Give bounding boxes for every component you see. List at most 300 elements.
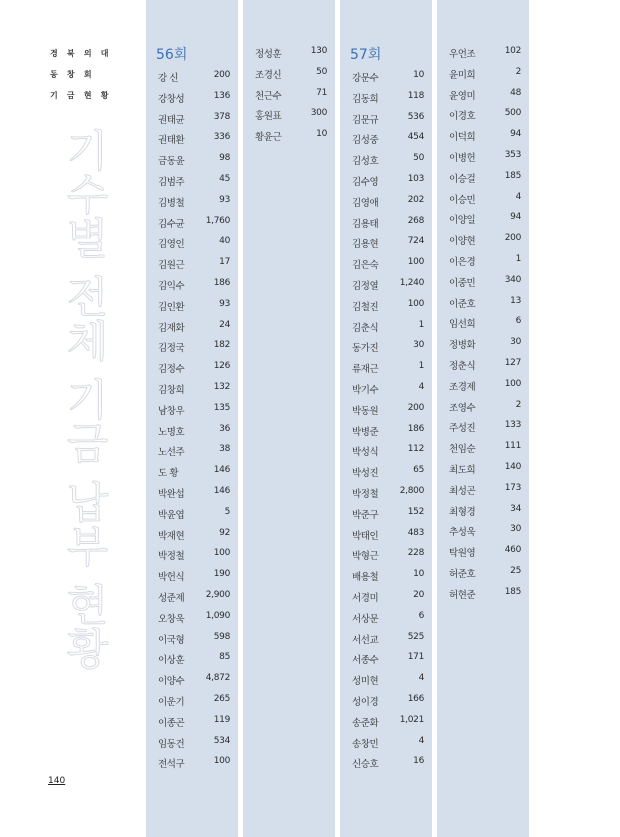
contribution-amount: 71 [316,87,327,98]
member-name: 김창희 [158,384,185,396]
list-item [437,230,529,251]
list-item [437,501,529,522]
contribution-amount: 127 [504,357,521,368]
list-item [146,337,238,358]
list-item [340,233,432,254]
contribution-amount: 1 [418,319,424,330]
member-name: 추성욱 [449,527,476,539]
list-item [437,563,529,584]
member-name: 서선교 [352,634,379,646]
list-item [146,88,238,109]
contribution-amount: 132 [213,381,230,392]
member-name: 김문규 [352,114,379,126]
contribution-amount: 6 [418,610,424,621]
list-item [340,171,432,192]
contribution-amount: 228 [407,548,424,559]
contribution-amount: 30 [413,340,424,351]
list-item [243,64,335,85]
contribution-amount: 10 [413,70,424,80]
list-item [437,480,529,501]
member-name: 김성호 [352,156,379,168]
contribution-amount: 30 [510,524,521,535]
contribution-amount: 1 [515,253,521,264]
list-item [340,733,432,754]
member-name: 강 신 [158,73,179,84]
list-item [437,459,529,480]
member-name: 이승걸 [449,173,476,185]
contribution-amount: 1,021 [399,714,424,725]
contribution-amount: 100 [407,298,424,309]
member-name: 김수균 [158,218,185,230]
contribution-amount: 100 [407,257,424,268]
member-name: 서경미 [352,592,379,604]
member-name: 김정수 [158,364,185,376]
list-item [340,566,432,587]
member-name: 정성훈 [255,49,282,60]
contribution-amount: 534 [213,735,230,746]
member-name: 성미현 [352,676,379,688]
contribution-amount: 200 [407,402,424,413]
contribution-amount: 135 [213,402,230,413]
list-item [146,150,238,171]
name-list [243,43,335,147]
list-item [340,462,432,483]
contribution-amount: 185 [504,586,521,597]
member-name: 정병화 [449,340,476,352]
member-name: 김성중 [352,135,379,147]
contribution-amount: 118 [407,90,424,101]
member-name: 박헌식 [158,572,185,584]
list-item [146,753,238,774]
contribution-amount: 94 [510,212,521,223]
contribution-amount: 598 [213,631,230,642]
member-name: 박재현 [158,530,185,542]
contribution-amount: 13 [510,295,521,306]
contribution-amount: 10 [316,129,327,140]
list-item [340,129,432,150]
member-name: 강창성 [158,93,185,105]
contribution-amount: 525 [407,631,424,642]
contribution-amount: 200 [213,70,230,80]
list-item [340,379,432,400]
member-name: 황윤근 [255,132,282,144]
list-item [437,438,529,459]
contribution-amount: 536 [407,111,424,122]
name-list [437,43,529,605]
contribution-amount: 85 [219,652,230,663]
member-name: 이운기 [158,696,185,708]
contribution-amount: 130 [310,46,327,56]
list-item [146,358,238,379]
member-name: 천근수 [255,90,282,102]
contribution-amount: 268 [407,215,424,226]
list-item [146,421,238,442]
list-item [437,355,529,376]
list-item [340,691,432,712]
contribution-amount: 171 [407,652,424,663]
list-item [340,358,432,379]
list-item [146,441,238,462]
contribution-amount: 190 [213,569,230,580]
member-name: 남창우 [158,405,185,417]
contribution-amount: 454 [407,132,424,143]
list-item [340,275,432,296]
contribution-amount: 1,240 [399,277,424,288]
contribution-amount: 4,872 [205,673,230,684]
member-name: 김원근 [158,260,185,272]
contribution-amount: 4 [418,381,424,392]
member-name: 주성진 [449,423,476,435]
contribution-amount: 460 [504,545,521,556]
list-item [437,105,529,126]
contribution-amount: 112 [407,444,424,455]
contribution-amount: 93 [219,194,230,205]
contribution-amount: 340 [504,274,521,285]
list-item [437,272,529,293]
contribution-amount: 2 [515,399,521,410]
contribution-amount: 36 [219,423,230,434]
list-item [340,192,432,213]
contribution-amount: 500 [504,108,521,119]
list-item [437,251,529,272]
member-name: 송창민 [352,738,379,750]
member-name: 최성곤 [449,485,476,497]
contribution-amount: 34 [510,503,521,514]
member-name: 김범주 [158,176,185,188]
list-item [146,608,238,629]
member-name: 김영인 [158,239,185,251]
contribution-amount: 93 [219,298,230,309]
list-item [243,43,335,64]
member-name: 박형근 [352,551,379,563]
contribution-amount: 45 [219,173,230,184]
list-item [340,441,432,462]
list-item [146,275,238,296]
member-name: 박성식 [352,447,379,459]
list-item [437,189,529,210]
contribution-amount: 92 [219,527,230,538]
list-item [146,254,238,275]
member-name: 김은숙 [352,260,379,272]
member-name: 이경호 [449,111,476,123]
list-item [437,521,529,542]
member-name: 조경제 [449,381,476,393]
list-item [340,421,432,442]
list-item [437,334,529,355]
member-name: 박동원 [352,405,379,417]
member-name: 임동건 [158,738,185,750]
side-header [50,47,140,110]
contribution-amount: 50 [316,66,327,77]
list-item [243,126,335,147]
contribution-amount: 724 [407,236,424,247]
list-item [437,417,529,438]
member-name: 조경신 [255,69,282,81]
contribution-amount: 6 [515,316,521,327]
member-name: 강문수 [352,73,379,84]
contribution-amount: 98 [219,153,230,164]
contribution-amount: 166 [407,693,424,704]
column-heading: 56회 [156,47,188,63]
column-56-a [146,0,238,837]
list-item [437,313,529,334]
list-item [146,171,238,192]
member-name: 박정철 [158,551,185,563]
member-name: 전석구 [158,759,185,771]
list-item [437,85,529,106]
member-name: 박병준 [352,426,379,438]
member-name: 노명호 [158,426,185,438]
contribution-amount: 378 [213,111,230,122]
member-name: 이승민 [449,194,476,206]
list-item [340,254,432,275]
member-name: 이양일 [449,215,476,227]
column-heading: 57회 [350,47,382,63]
contribution-amount: 1,760 [205,215,230,226]
list-item [146,233,238,254]
member-name: 최형경 [449,506,476,518]
member-name: 성준제 [158,592,185,604]
member-name: 신승호 [352,759,379,771]
side-header-line-3: 기 금 현 황 [50,91,112,100]
member-name: 박정철 [352,488,379,500]
list-item [437,397,529,418]
member-name: 조영수 [449,402,476,414]
member-name: 이국형 [158,634,185,646]
member-name: 김정열 [352,280,379,292]
member-name: 허준호 [449,568,476,580]
member-name: 김병철 [158,197,185,209]
list-item [146,296,238,317]
contribution-amount: 185 [504,170,521,181]
list-item [146,400,238,421]
list-item [340,670,432,691]
contribution-amount: 100 [504,378,521,389]
contribution-amount: 182 [213,340,230,351]
list-item [146,109,238,130]
member-name: 이병헌 [449,152,476,164]
list-item [437,43,529,64]
member-name: 도 황 [158,468,179,480]
contribution-amount: 4 [418,673,424,684]
list-item [340,483,432,504]
contribution-amount: 1,090 [205,610,230,621]
list-item [437,542,529,563]
list-item [243,85,335,106]
list-item [146,213,238,234]
member-name: 김재화 [158,322,185,334]
side-header-line-2: 동 창 회 [50,70,95,79]
contribution-amount: 20 [413,589,424,600]
member-name: 금동윤 [158,156,185,168]
contribution-amount: 140 [504,461,521,472]
member-name: 이덕희 [449,132,476,144]
list-item [340,629,432,650]
list-item [146,317,238,338]
contribution-amount: 483 [407,527,424,538]
contribution-amount: 353 [504,149,521,160]
contribution-amount: 4 [515,191,521,202]
contribution-amount: 133 [504,420,521,431]
contribution-amount: 173 [504,482,521,493]
list-item [146,649,238,670]
list-item [437,293,529,314]
list-item [146,525,238,546]
list-item [437,584,529,605]
member-name: 홍원표 [255,111,282,123]
list-item [146,462,238,483]
member-name: 동가진 [352,343,379,355]
list-item [146,483,238,504]
list-item [340,545,432,566]
contribution-amount: 30 [510,337,521,348]
list-item [146,67,238,88]
list-item [340,587,432,608]
member-name: 임선희 [449,319,476,331]
contribution-amount: 336 [213,132,230,143]
member-name: 송준화 [352,717,379,729]
member-name: 이중민 [449,277,476,289]
list-item [437,64,529,85]
list-item [340,67,432,88]
contribution-amount: 25 [510,565,521,576]
contribution-amount: 146 [213,465,230,476]
vertical-title: 기수별 전체 기금 납부 현황 [59,128,109,671]
contribution-amount: 1 [418,361,424,372]
member-name: 박준구 [352,509,379,521]
contribution-amount: 16 [413,756,424,767]
member-name: 박태인 [352,530,379,542]
member-name: 윤미희 [449,69,476,81]
list-item [340,317,432,338]
name-list [340,67,432,774]
member-name: 서상문 [352,613,379,625]
member-name: 우언조 [449,49,476,60]
list-item [340,400,432,421]
contribution-amount: 10 [413,569,424,580]
contribution-amount: 111 [504,441,521,452]
member-name: 이은경 [449,256,476,268]
member-name: 박기수 [352,384,379,396]
member-name: 이양현 [449,236,476,248]
list-item [340,712,432,733]
list-item [340,150,432,171]
list-item [437,126,529,147]
list-item [437,376,529,397]
list-item [146,192,238,213]
member-name: 오창욱 [158,613,185,625]
list-item [146,545,238,566]
contribution-amount: 186 [407,423,424,434]
contribution-amount: 119 [213,714,230,725]
member-name: 박윤엽 [158,509,185,521]
list-item [146,566,238,587]
member-name: 권태균 [158,114,185,126]
contribution-amount: 40 [219,236,230,247]
contribution-amount: 50 [413,153,424,164]
contribution-amount: 94 [510,129,521,140]
member-name: 허현준 [449,589,476,601]
member-name: 박성진 [352,468,379,480]
member-name: 박완섭 [158,488,185,500]
contribution-amount: 300 [310,108,327,119]
list-item [437,147,529,168]
list-item [146,629,238,650]
member-name: 서종수 [352,655,379,667]
member-name: 권태환 [158,135,185,147]
contribution-amount: 202 [407,194,424,205]
contribution-amount: 200 [504,233,521,244]
list-item [340,753,432,774]
list-item [243,105,335,126]
member-name: 김인환 [158,301,185,313]
member-name: 김철진 [352,301,379,313]
member-name: 이양수 [158,676,185,688]
list-item [146,379,238,400]
contribution-amount: 100 [213,548,230,559]
contribution-amount: 2 [515,66,521,77]
member-name: 노선주 [158,447,185,459]
contribution-amount: 5 [224,506,230,517]
list-item [340,504,432,525]
contribution-amount: 17 [219,257,230,268]
contribution-amount: 65 [413,465,424,476]
list-item [146,670,238,691]
list-item [340,88,432,109]
list-item [146,691,238,712]
column-57-a [340,0,432,837]
member-name: 김정국 [158,343,185,355]
name-list [146,67,238,774]
member-name: 김영애 [352,197,379,209]
list-item [146,129,238,150]
list-item [437,209,529,230]
member-name: 이종곤 [158,717,185,729]
contribution-amount: 146 [213,485,230,496]
member-name: 류재근 [352,364,379,376]
list-item [146,733,238,754]
contribution-amount: 126 [213,361,230,372]
member-name: 김용태 [352,218,379,230]
list-item [437,168,529,189]
column-56-b [243,0,335,837]
contribution-amount: 152 [407,506,424,517]
member-name: 성이경 [352,696,379,708]
side-header-line-1: 경 북 의 대 [50,49,112,58]
list-item [146,712,238,733]
member-name: 이상훈 [158,655,185,667]
list-item [146,504,238,525]
member-name: 김용현 [352,239,379,251]
contribution-amount: 103 [407,173,424,184]
contribution-amount: 265 [213,693,230,704]
page-number: 140 [48,776,66,786]
member-name: 이준호 [449,298,476,310]
contribution-amount: 48 [510,87,521,98]
member-name: 김익수 [158,280,185,292]
member-name: 최도희 [449,464,476,476]
contribution-amount: 2,900 [205,589,230,600]
list-item [340,337,432,358]
member-name: 김춘식 [352,322,379,334]
member-name: 정춘식 [449,360,476,372]
member-name: 탁원영 [449,548,476,560]
list-item [340,213,432,234]
contribution-amount: 2,800 [399,485,424,496]
list-item [340,525,432,546]
list-item [340,109,432,130]
contribution-amount: 24 [219,319,230,330]
